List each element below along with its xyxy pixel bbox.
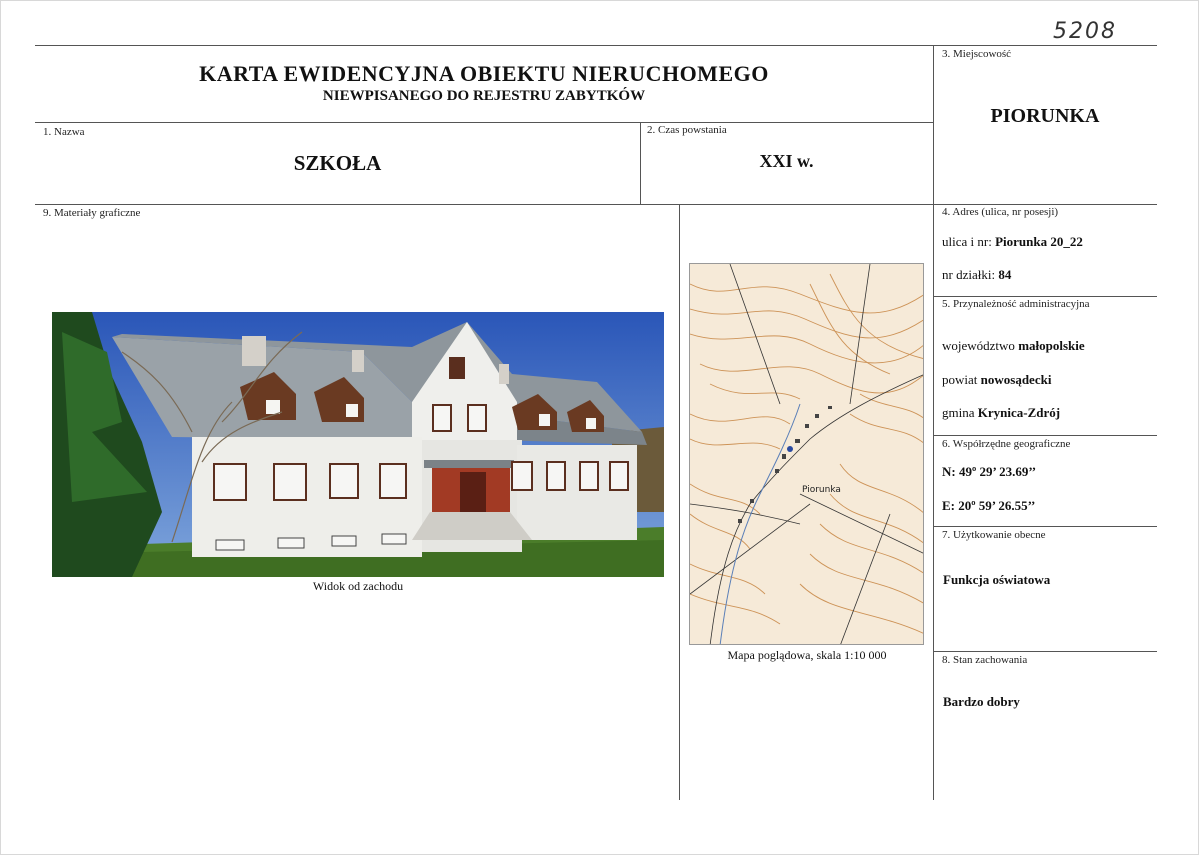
coordinates-north-value: N: 49º 29’ 23.69’’: [942, 464, 1037, 479]
usage-label: 7. Użytkowanie obecne: [942, 529, 1046, 541]
locality-value: PIORUNKA: [990, 105, 1100, 127]
rule-7: [933, 526, 1157, 527]
rule-5: [933, 296, 1157, 297]
location-map: [689, 263, 924, 645]
voivodeship-prefix: województwo: [942, 338, 1015, 353]
condition-value: Bardzo dobry: [943, 694, 1020, 709]
title-rule: [35, 122, 933, 123]
usage-value: Funkcja oświatowa: [943, 572, 1051, 587]
condition-label: 8. Stan zachowania: [942, 654, 1028, 666]
date-label: 2. Czas powstania: [647, 124, 727, 136]
admin-label: 5. Przynależność administracyjna: [942, 298, 1090, 310]
map-place-label: Piorunka: [802, 485, 841, 495]
coordinates-north: [942, 464, 1036, 480]
county-value: nowosądecki: [980, 372, 1052, 387]
photo-caption: Widok od zachodu: [312, 579, 404, 593]
graphics-label: 9. Materiały graficzne: [43, 207, 141, 219]
right-column-divider: [933, 45, 934, 800]
name-label: 1. Nazwa: [43, 126, 85, 138]
address-plot-prefix: nr działki:: [942, 267, 996, 282]
date-value: XXI w.: [759, 151, 814, 171]
coordinates-east: [942, 498, 1035, 514]
address-plot: [942, 267, 1011, 283]
card-subtitle: NIEWPISANEGO DO REJESTRU ZABYTKÓW: [322, 88, 646, 104]
topographic-map: [690, 264, 924, 645]
inventory-number: 5208: [1053, 19, 1117, 44]
usage: [943, 572, 1050, 588]
address-street-value: Piorunka 20_22: [995, 234, 1083, 249]
school-photo-illustration: [52, 312, 664, 577]
admin-county: [942, 372, 1051, 388]
rule-6: [933, 435, 1157, 436]
coordinates-label: 6. Współrzędne geograficzne: [942, 438, 1071, 450]
upper-section-rule: [35, 204, 1157, 205]
county-prefix: powiat: [942, 372, 978, 387]
locality-label: 3. Miejscowość: [942, 48, 1012, 60]
coordinates-east-value: E: 20º 59’ 26.55’’: [942, 498, 1036, 513]
rule-8: [933, 651, 1157, 652]
commune-prefix: gmina: [942, 405, 975, 420]
school-photo: [52, 312, 664, 577]
condition: [943, 694, 1020, 710]
name-value: SZKOŁA: [293, 151, 382, 175]
map-caption: Mapa poglądowa, skala 1:10 000: [727, 648, 887, 662]
address-plot-value: 84: [998, 267, 1012, 282]
voivodeship-value: małopolskie: [1018, 338, 1085, 353]
address-label: 4. Adres (ulica, nr posesji): [942, 206, 1059, 218]
card-title: KARTA EWIDENCYJNA OBIEKTU NIERUCHOMEGO: [199, 61, 769, 86]
map-column-divider: [679, 204, 680, 800]
admin-commune: [942, 405, 1060, 421]
top-rule: [35, 45, 1157, 46]
address-street-prefix: ulica i nr:: [942, 234, 992, 249]
address-street: [942, 234, 1083, 250]
admin-voivodeship: [942, 338, 1085, 354]
commune-value: Krynica-Zdrój: [977, 405, 1061, 420]
